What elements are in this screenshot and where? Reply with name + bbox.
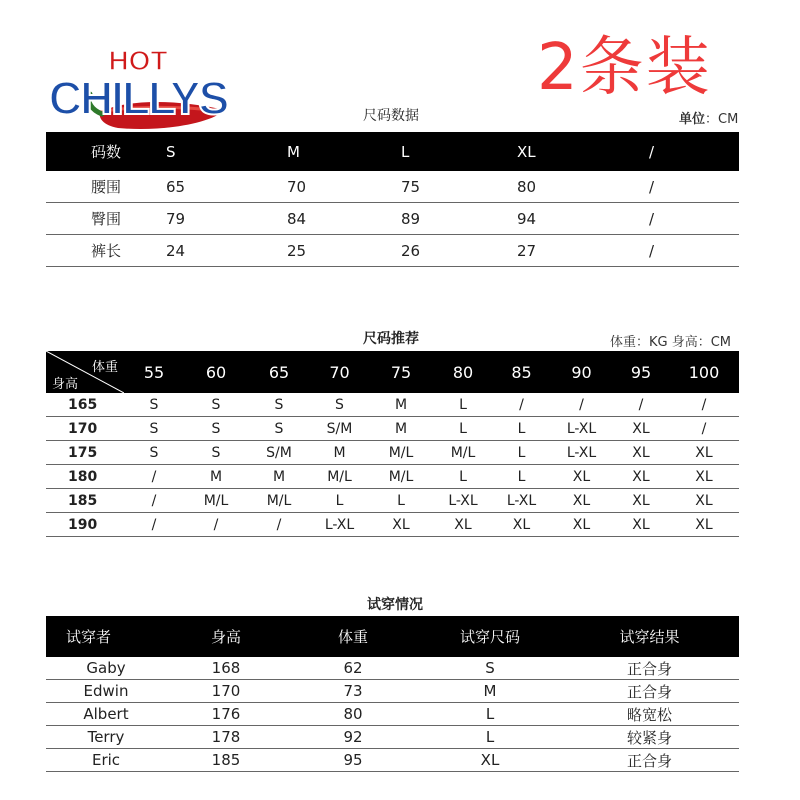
cell: Gaby xyxy=(46,657,166,680)
fitting-title: 试穿情况 xyxy=(367,597,423,613)
size-cell: XL xyxy=(669,441,739,465)
table-row xyxy=(46,393,739,417)
cell: 92 xyxy=(286,726,420,749)
cell: 24 xyxy=(166,235,287,267)
size-cell: L xyxy=(369,489,433,513)
header-cell: 试穿者 xyxy=(66,628,112,646)
weight-header: 60 xyxy=(205,362,227,382)
header-cell: XL xyxy=(517,142,536,161)
header-cell: / xyxy=(649,142,655,161)
table-row xyxy=(46,203,739,235)
cell: 26 xyxy=(401,235,517,267)
size-cell: XL xyxy=(669,489,739,513)
cell: XL xyxy=(420,749,560,772)
size-cell: / xyxy=(669,393,739,417)
row-label: 裤长 xyxy=(46,235,166,267)
table-header-row xyxy=(46,132,739,171)
size-cell: XL xyxy=(550,465,613,489)
cell: 168 xyxy=(166,657,286,680)
size-cell: / xyxy=(493,393,550,417)
size-recommend-unit: 体重：KG 身高：CM xyxy=(610,335,732,350)
size-cell: XL xyxy=(550,513,613,537)
table-row xyxy=(46,680,739,703)
height-label: 180 xyxy=(46,465,124,489)
size-cell: M xyxy=(184,465,248,489)
size-cell: XL xyxy=(369,513,433,537)
height-label: 165 xyxy=(46,393,124,417)
size-cell: L-XL xyxy=(550,417,613,441)
size-data-unit: 单位：CM xyxy=(679,112,739,127)
size-cell: XL xyxy=(613,489,669,513)
header-cell: 身高 xyxy=(210,628,241,646)
cell: Terry xyxy=(46,726,166,749)
cell: M xyxy=(420,680,560,703)
table-row xyxy=(46,726,739,749)
weight-header: 100 xyxy=(688,362,720,382)
size-cell: S xyxy=(124,393,184,417)
height-label: 170 xyxy=(46,417,124,441)
size-cell: / xyxy=(124,465,184,489)
brand-logo xyxy=(40,40,235,140)
cell: 62 xyxy=(286,657,420,680)
size-cell: S/M xyxy=(248,441,310,465)
table-row xyxy=(46,489,739,513)
cell: 正合身 xyxy=(560,680,739,703)
cell: / xyxy=(649,235,739,267)
size-cell: M xyxy=(310,441,369,465)
size-recommend-title: 尺码推荐 xyxy=(363,331,419,347)
cell: L xyxy=(420,703,560,726)
cell: 89 xyxy=(401,203,517,235)
cell: 84 xyxy=(287,203,401,235)
size-cell: S xyxy=(184,441,248,465)
cell: 较紧身 xyxy=(560,726,739,749)
size-cell: L-XL xyxy=(310,513,369,537)
cell: 70 xyxy=(287,171,401,203)
size-cell: L-XL xyxy=(550,441,613,465)
cell: 25 xyxy=(287,235,401,267)
cell: Albert xyxy=(46,703,166,726)
header-cell: 试穿结果 xyxy=(619,628,680,646)
cell: 178 xyxy=(166,726,286,749)
cell: 80 xyxy=(286,703,420,726)
header-cell: L xyxy=(401,142,410,161)
cell: 27 xyxy=(517,235,649,267)
size-cell: L-XL xyxy=(433,489,493,513)
size-cell: S xyxy=(248,417,310,441)
size-cell: S xyxy=(310,393,369,417)
size-cell: XL xyxy=(669,513,739,537)
size-cell: S xyxy=(248,393,310,417)
size-cell: S xyxy=(184,393,248,417)
size-cell: L xyxy=(310,489,369,513)
weight-header: 95 xyxy=(630,362,652,382)
size-cell: XL xyxy=(613,465,669,489)
size-cell: M xyxy=(369,417,433,441)
size-data-table xyxy=(46,132,739,267)
size-cell: M/L xyxy=(433,441,493,465)
cell: 95 xyxy=(286,749,420,772)
table-row xyxy=(46,657,739,680)
table-header-row xyxy=(46,616,739,657)
header-cell: 码数 xyxy=(90,143,121,161)
weight-header: 75 xyxy=(390,362,412,382)
size-cell: / xyxy=(248,513,310,537)
weight-header: 70 xyxy=(329,362,350,382)
table-row xyxy=(46,417,739,441)
promo-text: 2条装 xyxy=(537,31,712,105)
size-cell: S xyxy=(124,417,184,441)
fitting-table xyxy=(46,616,739,772)
corner-height-label: 身高 xyxy=(52,377,79,392)
size-cell: / xyxy=(124,489,184,513)
size-cell: S xyxy=(184,417,248,441)
height-label: 190 xyxy=(46,513,124,537)
size-cell: S xyxy=(124,441,184,465)
cell: 79 xyxy=(166,203,287,235)
size-recommend-table xyxy=(46,351,739,537)
cell: L xyxy=(420,726,560,749)
cell: 正合身 xyxy=(560,657,739,680)
size-cell: XL xyxy=(613,417,669,441)
cell: 185 xyxy=(166,749,286,772)
header-cell: 体重 xyxy=(337,628,368,646)
cell: / xyxy=(649,171,739,203)
table-header-row xyxy=(46,351,739,393)
corner-cell xyxy=(46,351,124,393)
cell: 73 xyxy=(286,680,420,703)
size-cell: L xyxy=(433,393,493,417)
table-row xyxy=(46,235,739,267)
size-cell: / xyxy=(124,513,184,537)
weight-header: 55 xyxy=(143,362,165,382)
row-label: 腰围 xyxy=(46,171,166,203)
cell: / xyxy=(649,203,739,235)
size-cell: XL xyxy=(433,513,493,537)
size-cell: L-XL xyxy=(493,489,550,513)
size-cell: M xyxy=(248,465,310,489)
cell: 176 xyxy=(166,703,286,726)
size-cell: M/L xyxy=(248,489,310,513)
cell: 94 xyxy=(517,203,649,235)
table-row xyxy=(46,703,739,726)
table-row xyxy=(46,171,739,203)
table-row xyxy=(46,749,739,772)
weight-header: 80 xyxy=(452,362,474,382)
header-cell: M xyxy=(287,142,300,161)
size-cell: M/L xyxy=(310,465,369,489)
weight-header: 90 xyxy=(571,362,592,382)
cell: S xyxy=(420,657,560,680)
size-cell: M xyxy=(369,393,433,417)
corner-weight-label: 体重 xyxy=(91,360,118,375)
cell: 正合身 xyxy=(560,749,739,772)
logo-hot-text: HOT xyxy=(108,45,168,76)
size-cell: / xyxy=(184,513,248,537)
row-label: 臀围 xyxy=(46,203,166,235)
height-label: 185 xyxy=(46,489,124,513)
size-cell: XL xyxy=(550,489,613,513)
cell: 65 xyxy=(166,171,287,203)
size-cell: XL xyxy=(613,441,669,465)
header-cell: S xyxy=(166,142,176,161)
size-cell: M/L xyxy=(369,441,433,465)
size-cell: S/M xyxy=(310,417,369,441)
size-cell: / xyxy=(550,393,613,417)
size-cell: L xyxy=(493,417,550,441)
size-cell: / xyxy=(613,393,669,417)
header-cell: 试穿尺码 xyxy=(459,628,520,646)
size-cell: / xyxy=(669,417,739,441)
size-cell: M/L xyxy=(369,465,433,489)
weight-header: 65 xyxy=(268,362,290,382)
size-cell: XL xyxy=(669,465,739,489)
weight-header: 85 xyxy=(511,362,532,382)
size-cell: XL xyxy=(493,513,550,537)
cell: 75 xyxy=(401,171,517,203)
size-cell: M/L xyxy=(184,489,248,513)
table-row xyxy=(46,465,739,489)
cell: Eric xyxy=(46,749,166,772)
cell: 80 xyxy=(517,171,649,203)
size-cell: XL xyxy=(613,513,669,537)
cell: 略宽松 xyxy=(560,703,739,726)
table-row xyxy=(46,441,739,465)
size-cell: L xyxy=(493,441,550,465)
table-row xyxy=(46,513,739,537)
cell: Edwin xyxy=(46,680,166,703)
size-cell: L xyxy=(493,465,550,489)
height-label: 175 xyxy=(46,441,124,465)
size-cell: L xyxy=(433,417,493,441)
logo-chillys-text: CHILLYS xyxy=(48,72,228,124)
size-cell: L xyxy=(433,465,493,489)
cell: 170 xyxy=(166,680,286,703)
size-data-title: 尺码数据 xyxy=(363,108,419,124)
